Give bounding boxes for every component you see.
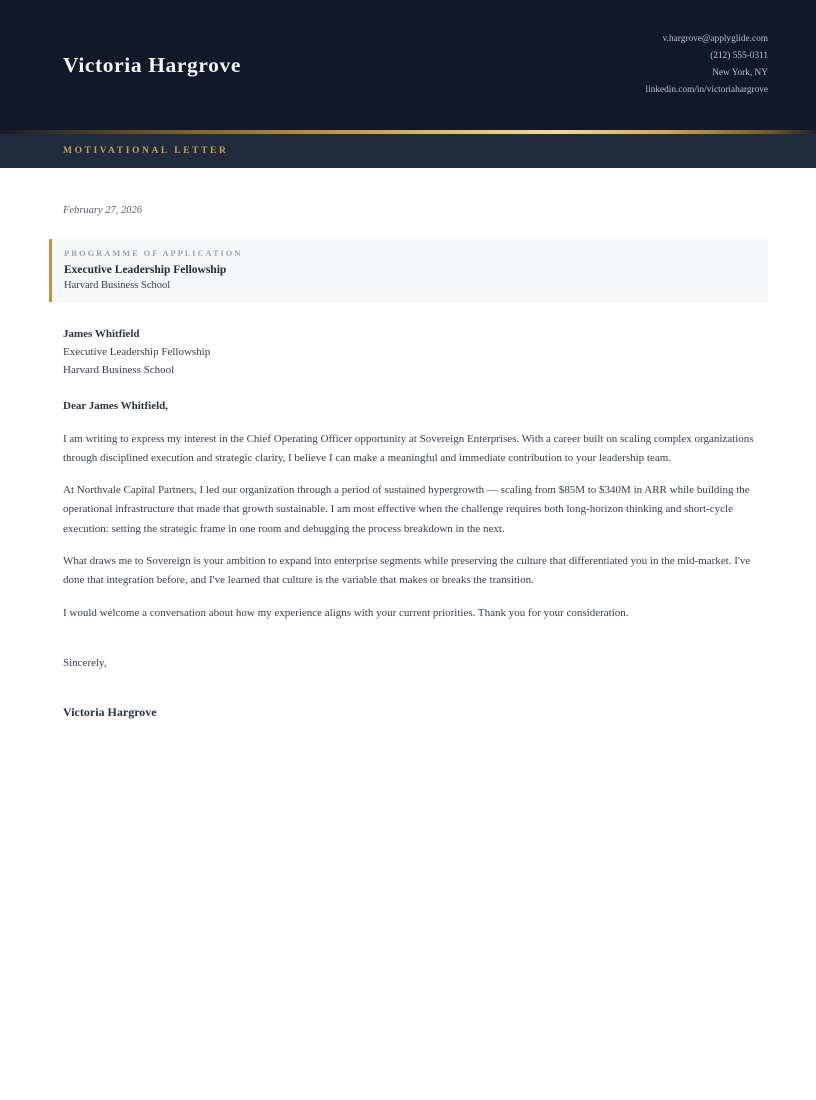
programme-title: Executive Leadership Fellowship	[64, 264, 227, 277]
salutation: Dear James Whitfield,	[63, 400, 168, 413]
document-type-banner	[0, 134, 816, 168]
letter-date: February 27, 2026	[63, 205, 143, 216]
contact-email: v.hargrove@applyglide.com	[662, 34, 768, 44]
programme-callout	[49, 239, 768, 302]
programme-label: PROGRAMME OF APPLICATION	[64, 248, 243, 259]
body-paragraph: At Northvale Capital Partners, I led our organization through a period of sustained hypergrowth — scaling from $85M to $340M in ARR while building the operational infrastructure that made that growth sustainable. I am most effective when the challenge requires both long-horizon thinking and short-cycle execution: setting the strategic frame in one room and debugging the process breakdown in the next.	[63, 484, 750, 535]
recipient-programme: Executive Leadership Fellowship	[63, 346, 211, 359]
closing: Sincerely,	[63, 656, 107, 669]
body-paragraph: I would welcome a conversation about how my experience aligns with your current priorities. Thank you for your consideration.	[63, 606, 629, 619]
recipient-block	[63, 325, 768, 379]
letter-header	[0, 0, 816, 130]
contact-phone: (212) 555-0311	[710, 51, 768, 61]
contact-block	[646, 31, 768, 99]
letter-content	[0, 168, 816, 723]
body-paragraph: What draws me to Sovereign is your ambition to expand into enterprise segments while preserving the culture that differentiated you in the mid-market. I've done that integration before, and I've learned that culture is the variable that makes or breaks the transition.	[63, 555, 751, 587]
programme-institution: Harvard Business School	[64, 280, 171, 292]
body-paragraph: I am writing to express my interest in the Chief Operating Officer opportunity at Sovereign Enterprises. With a career built on scaling complex organizations through disciplined execution and strategic clarity, I believe I can make a meaningful and immediate contribution to your leadership team.	[63, 432, 754, 464]
signature-name: Victoria Hargrove	[63, 705, 157, 720]
document-type-label: MOTIVATIONAL LETTER	[63, 146, 229, 156]
applicant-name: Victoria Hargrove	[63, 52, 241, 77]
contact-location: New York, NY	[712, 68, 768, 78]
recipient-institution: Harvard Business School	[63, 364, 175, 377]
contact-linkedin: linkedin.com/in/victoriahargrove	[645, 85, 768, 95]
recipient-name: James Whitfield	[63, 328, 140, 341]
